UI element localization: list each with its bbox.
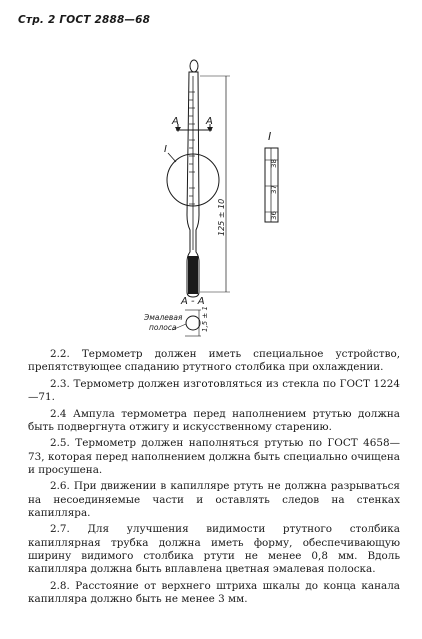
cross-section-circle	[186, 316, 200, 330]
label-A-right: А	[206, 116, 213, 127]
paragraph-2-6: 2.6. При движении в капилляре ртуть не должна разрываться на несоединяемые части и оставлять следов на стенках капилляра.	[28, 480, 400, 519]
label-A-left: А	[172, 116, 179, 127]
scale-number-38: 38	[270, 159, 278, 168]
scale-ticks	[189, 92, 195, 204]
page-header: Стр. 2 ГОСТ 2888—68	[18, 14, 151, 26]
mercury-bulb	[188, 256, 198, 294]
length-dimension-label: 125 ± 10	[217, 198, 226, 236]
thermometer-top-loop	[190, 60, 198, 72]
paragraph-2-5: 2.5. Термометр должен наполняться ртутью по ГОСТ 4658—73, которая перед наполнением должна быть специально очищена и просушена.	[28, 437, 400, 476]
paragraph-2-7: 2.7. Для улучшения видимости ртутного столбика капиллярная трубка должна иметь форму, обеспечивающую ширину видимого столбика ртути не менее 0,8 мм. Вдоль капилляра должна быть вплавлена цветная эмалевая полоска.	[28, 523, 400, 575]
paragraph-2-4: 2.4 Ампула термометра перед наполнением ртутью должна быть подвергнута отжигу и искусственному старению.	[28, 407, 400, 433]
section-label-AA: А - А	[181, 296, 205, 307]
scale-number-36: 36	[270, 211, 278, 220]
label-I-left: I	[164, 144, 167, 155]
paragraph-2-3: 2.3. Термометр должен изготовляться из стекла по ГОСТ 1224—71.	[28, 377, 400, 403]
paragraph-2-2: 2.2. Термометр должен иметь специальное устройство, препятствующее спаданию ртутного столбика при охлаждении.	[28, 348, 400, 374]
scale-number-37: 37	[270, 185, 278, 194]
label-I-right: I	[268, 130, 272, 143]
paragraph-2-8: 2.8. Расстояние от верхнего штриха шкалы до конца канала капилляра должно быть не менее 3 мм.	[28, 579, 400, 605]
enamel-stripe-label-2: полоса	[149, 323, 177, 332]
document-body	[28, 348, 400, 609]
enamel-stripe-label-1: Эмалевая	[144, 313, 183, 322]
stripe-dimension-label: 1,5 ± 1	[201, 306, 209, 332]
